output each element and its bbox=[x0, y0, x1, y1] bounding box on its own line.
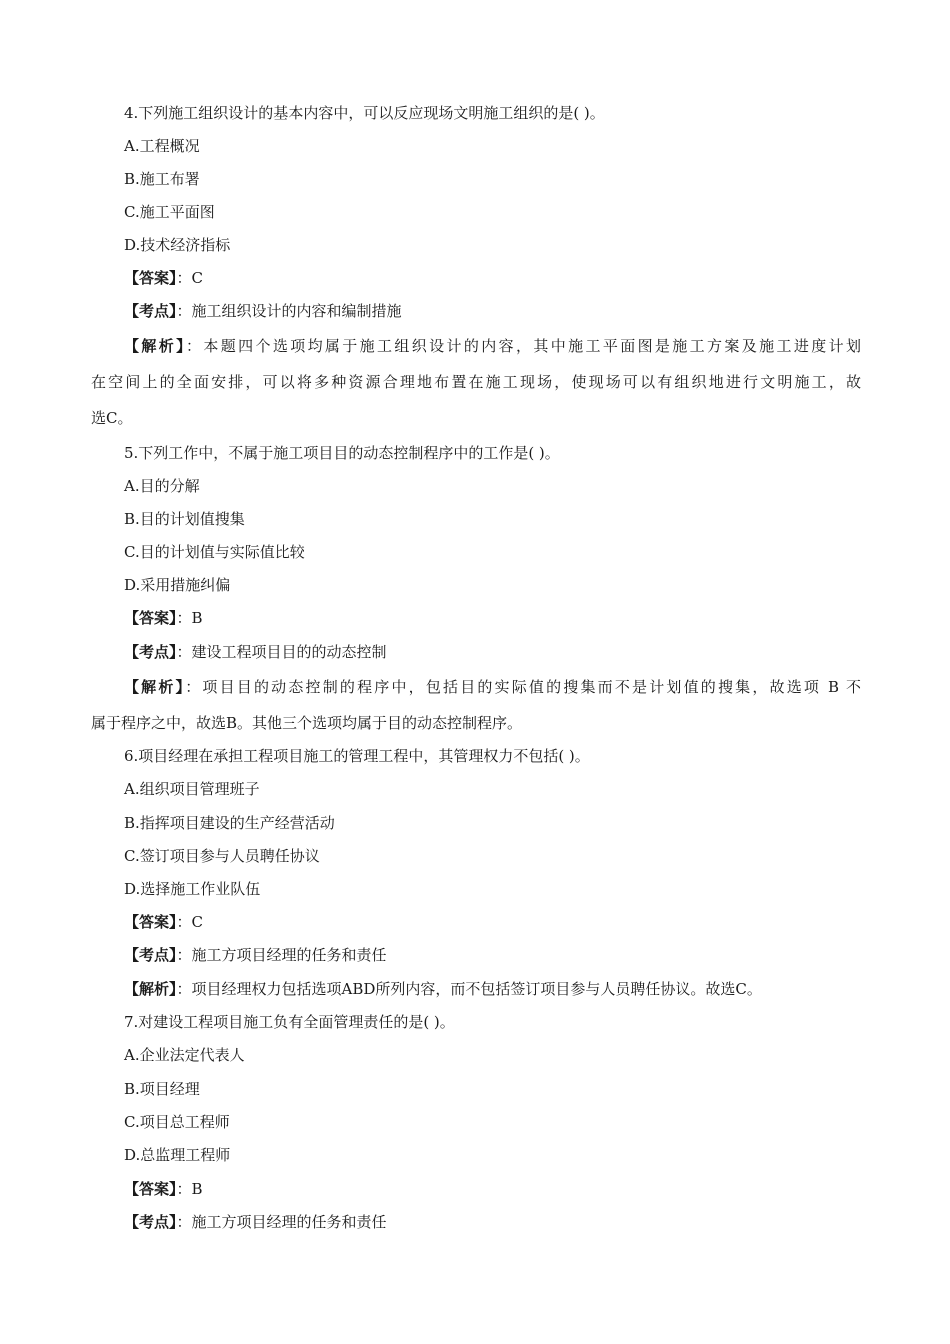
answer-tag: 【答案】 bbox=[124, 269, 177, 287]
point-tag: 【考点】 bbox=[124, 1213, 177, 1231]
question-5-option-d: D.采用措施纠偏 bbox=[124, 576, 231, 594]
question-4-analysis-line-1 bbox=[124, 336, 861, 356]
question-6-analysis-line-1 bbox=[124, 979, 864, 999]
question-4-option-b: B.施工布署 bbox=[124, 170, 200, 188]
point-tag: 【考点】 bbox=[124, 946, 177, 964]
answer-tag: 【答案】 bbox=[124, 913, 177, 931]
question-6-option-b: B.指挥项目建设的生产经营活动 bbox=[124, 814, 335, 832]
question-7-option-c: C.项目总工程师 bbox=[124, 1113, 230, 1131]
question-5-answer bbox=[124, 608, 864, 628]
question-5-stem: 5.下列工作中，不属于施工项目目的动态控制程序中的工作是( )。 bbox=[124, 444, 560, 462]
question-5-option-b: B.目的计划值搜集 bbox=[124, 510, 245, 528]
answer-value: ：B bbox=[176, 1180, 203, 1198]
question-5-analysis-line-1 bbox=[124, 677, 861, 697]
question-5-analysis-line-2: 属于程序之中，故选B。其他三个选项均属于目的动态控制程序。 bbox=[91, 714, 523, 732]
answer-value: ：C bbox=[176, 269, 203, 287]
question-6-option-c: C.签订项目参与人员聘任协议 bbox=[124, 847, 320, 865]
question-4-point bbox=[124, 301, 864, 321]
question-4-analysis-line-2: 在空间上的全面安排，可以将多种资源合理地布置在施工现场，使现场可以有组织地进行文明施工，故 bbox=[91, 373, 861, 391]
question-7-point bbox=[124, 1212, 864, 1232]
analysis-tag: 【解析】 bbox=[124, 337, 186, 355]
question-4-answer bbox=[124, 268, 864, 288]
answer-tag: 【答案】 bbox=[124, 1180, 177, 1198]
question-6-point bbox=[124, 945, 864, 965]
question-7-answer bbox=[124, 1179, 864, 1199]
question-4-stem: 4.下列施工组织设计的基本内容中，可以反应现场文明施工组织的是( )。 bbox=[124, 104, 605, 122]
question-7-option-b: B.项目经理 bbox=[124, 1080, 200, 1098]
question-7-option-d: D.总监理工程师 bbox=[124, 1146, 231, 1164]
point-value: ：施工组织设计的内容和编制措施 bbox=[176, 302, 402, 320]
analysis-text: ：本题四个选项均属于施工组织设计的内容，其中施工平面图是施工方案及施工进度计划 bbox=[185, 337, 861, 355]
point-tag: 【考点】 bbox=[124, 643, 177, 661]
question-4-option-a: A.工程概况 bbox=[124, 137, 200, 155]
question-7-stem: 7.对建设工程项目施工负有全面管理责任的是( )。 bbox=[124, 1013, 455, 1031]
question-4-analysis-line-3: 选C。 bbox=[91, 409, 133, 427]
answer-value: ：C bbox=[176, 913, 203, 931]
point-value: ：施工方项目经理的任务和责任 bbox=[176, 1213, 387, 1231]
question-5-point bbox=[124, 642, 864, 662]
analysis-text: ：项目经理权力包括选项ABD所列内容，而不包括签订项目参与人员聘任协议。故选C。 bbox=[176, 980, 762, 998]
point-value: ：施工方项目经理的任务和责任 bbox=[176, 946, 387, 964]
question-4-option-d: D.技术经济指标 bbox=[124, 236, 231, 254]
answer-value: ：B bbox=[176, 609, 203, 627]
point-tag: 【考点】 bbox=[124, 302, 177, 320]
analysis-text: ：项目目的动态控制的程序中，包括目的实际值的搜集而不是计划值的搜集，故选项 B 不 bbox=[185, 678, 861, 696]
question-7-option-a: A.企业法定代表人 bbox=[124, 1046, 245, 1064]
question-5-option-c: C.目的计划值与实际值比较 bbox=[124, 543, 305, 561]
question-6-option-d: D.选择施工作业队伍 bbox=[124, 880, 261, 898]
analysis-tag: 【解析】 bbox=[124, 980, 177, 998]
analysis-tag: 【解析】 bbox=[124, 678, 186, 696]
point-value: ：建设工程项目目的的动态控制 bbox=[176, 643, 387, 661]
question-6-stem: 6.项目经理在承担工程项目施工的管理工程中，其管理权力不包括( )。 bbox=[124, 747, 590, 765]
question-5-option-a: A.目的分解 bbox=[124, 477, 200, 495]
question-6-answer bbox=[124, 912, 864, 932]
answer-tag: 【答案】 bbox=[124, 609, 177, 627]
question-4-option-c: C.施工平面图 bbox=[124, 203, 215, 221]
question-6-option-a: A.组织项目管理班子 bbox=[124, 780, 260, 798]
